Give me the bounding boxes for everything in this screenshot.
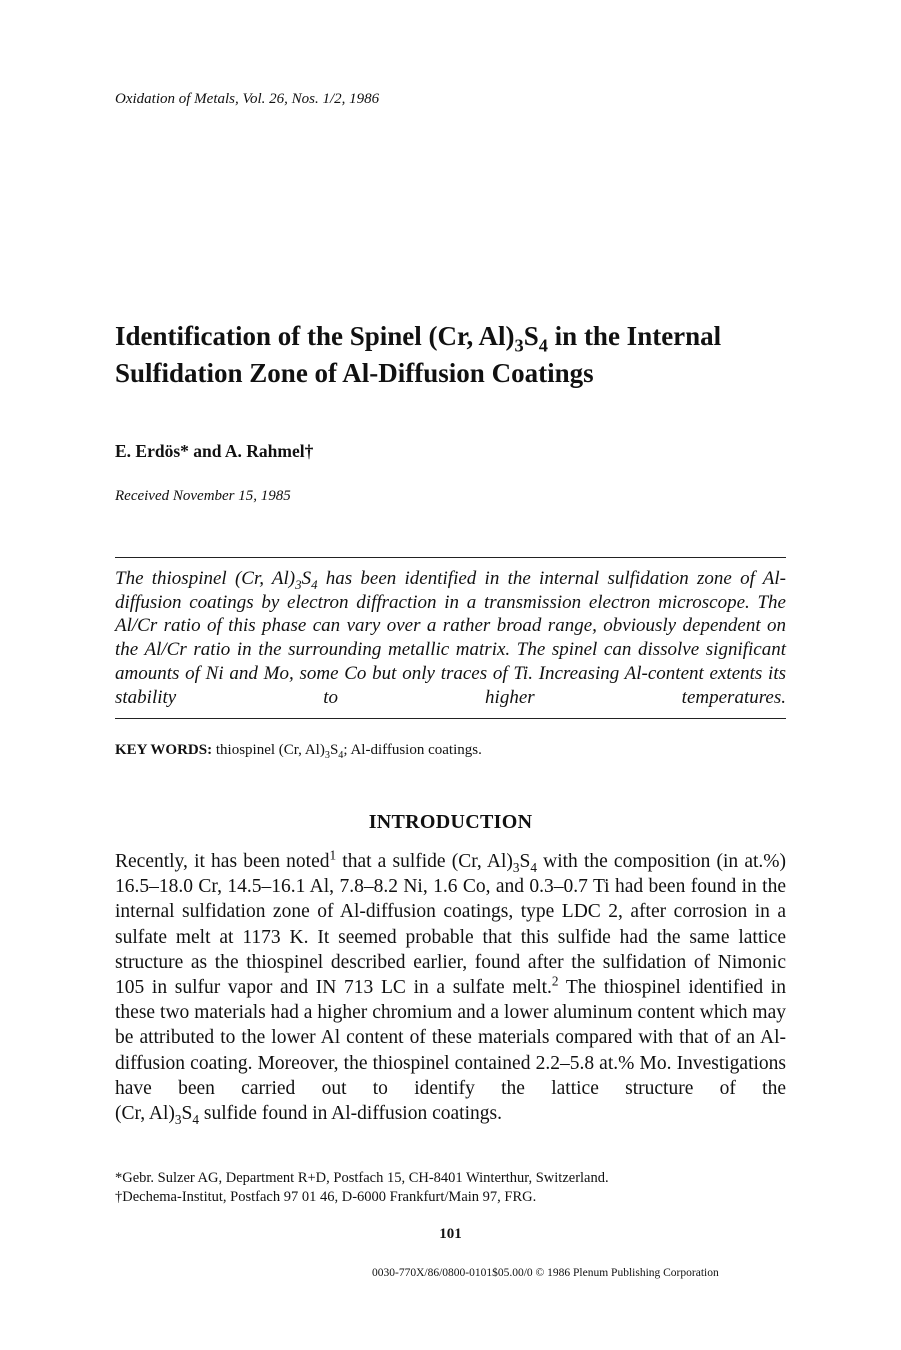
intro-line: in a sulfate melt.: [413, 977, 552, 999]
journal-citation: Oxidation of Metals, Vol. 26, Nos. 1/2, 1986: [115, 91, 380, 107]
abstract-line: obviously dependent on the Al/Cr ratio in the surrounding metallic matrix.: [115, 615, 786, 661]
intro-sub-3: 3: [174, 1111, 182, 1127]
abstract-top-rule: [115, 557, 786, 558]
intro-s: S: [181, 1103, 193, 1125]
abstract-sub-4: 4: [311, 576, 318, 592]
key-words-sub-3: 3: [324, 750, 330, 761]
intro-line-last: sulfide found in Al-diffusion coatings.: [199, 1103, 502, 1125]
key-words-label: KEY WORDS:: [115, 742, 213, 758]
intro-sub-4: 4: [530, 859, 537, 875]
author-erdos: E. Erdös*: [115, 441, 189, 461]
abstract-bottom-rule: [115, 718, 786, 719]
abstract: [115, 567, 786, 709]
abstract-line: microscope. The Al/Cr ratio of this phase can vary over a rather broad range,: [115, 591, 786, 637]
page-number: 101: [439, 1226, 462, 1242]
intro-line: (in at.%) 16.5–18.0 Cr, 14.5–16.1 Al, 7.8–8.2 Ni, 1.6 Co, and 0.3–0.7 Ti had: [115, 851, 786, 898]
key-words-s: S: [329, 742, 339, 758]
intro-line: to the lower Al content of these materials compared with that of an: [220, 1027, 756, 1049]
intro-line: this sulfide had the same lattice structure as the thiospinel described earlier,: [115, 926, 786, 973]
abstract-line: traces of Ti. Increasing Al-content extents its stability to higher temperatures.: [115, 662, 787, 708]
key-words: [115, 742, 482, 759]
abstract-line: of Al-diffusion coatings by electron diffraction in a transmission electron: [115, 568, 786, 613]
intro-sub-4: 4: [192, 1111, 199, 1127]
intro-line: Al-diffusion coating. Moreover, the thiospinel contained 2.2–5.8 at.% Mo.: [115, 1027, 787, 1074]
intro-sub-3: 3: [512, 859, 520, 875]
intro-line: (Cr, Al): [115, 1103, 175, 1125]
title-s: S: [523, 321, 539, 351]
footnote-sulzer: *Gebr. Sulzer AG, Department R+D, Postfach 15, CH-8401 Winterthur, Switzerland.: [115, 1170, 609, 1186]
intro-line: LDC 2, after corrosion in a sulfate melt at 1173 K. It seemed probable that: [115, 901, 787, 948]
abstract-line: The thiospinel (Cr, Al): [115, 568, 296, 589]
intro-line: The thiospinel identified in these two materials had a: [115, 977, 786, 1024]
key-words-text: thiospinel (Cr, Al): [212, 742, 325, 758]
intro-line: that a sulfide (Cr, Al): [336, 851, 513, 872]
paper-title: [115, 318, 805, 392]
reference-2: 2: [551, 973, 559, 989]
intro-s: S: [519, 851, 531, 872]
section-heading-introduction: INTRODUCTION: [368, 811, 533, 833]
key-words-sub-4: 4: [338, 750, 344, 761]
abstract-s: S: [301, 568, 312, 589]
intro-line: Investigations have been carried out to identify the lattice structure of the: [115, 1052, 786, 1099]
intro-line: higher chromium and a lower aluminum content which may be attributed: [115, 1002, 786, 1049]
title-sub-4: 4: [538, 335, 548, 356]
title-line1-post: in the Internal: [547, 321, 722, 351]
abstract-line: The spinel can dissolve significant amounts of Ni and Mo, some Co but only: [115, 639, 787, 684]
key-words-text-end: ; Al-diffusion coatings.: [343, 742, 482, 758]
received-date: Received November 15, 1985: [115, 488, 291, 504]
reference-1: 1: [329, 847, 337, 863]
introduction-paragraph: [115, 849, 786, 1126]
intro-line: found after the sulfidation of Nimonic 105 in sulfur vapor and IN 713 LC: [115, 951, 787, 999]
author-connector: and: [188, 441, 225, 461]
abstract-line: has been identified in the internal sulfidation zone: [317, 568, 732, 589]
intro-line: Recently, it has been noted: [115, 851, 330, 872]
title-line2: Sulfidation Zone of Al-Diffusion Coatings: [115, 358, 594, 388]
intro-line: with the composition: [536, 851, 711, 872]
authors: [115, 441, 313, 462]
copyright-line: 0030-770X/86/0800-0101$05.00/0 © 1986 Plenum Publishing Corporation: [372, 1267, 719, 1279]
intro-line: been found in the internal sulfidation zone of Al-diffusion coatings, type: [115, 876, 786, 923]
footnote-dechema: †Dechema-Institut, Postfach 97 01 46, D-6000 Frankfurt/Main 97, FRG.: [115, 1189, 537, 1205]
title-line1-pre: Identification of the Spinel (Cr, Al): [115, 321, 515, 351]
title-sub-3: 3: [514, 335, 524, 356]
author-rahmel: A. Rahmel†: [224, 441, 314, 461]
abstract-sub-3: 3: [295, 576, 302, 592]
